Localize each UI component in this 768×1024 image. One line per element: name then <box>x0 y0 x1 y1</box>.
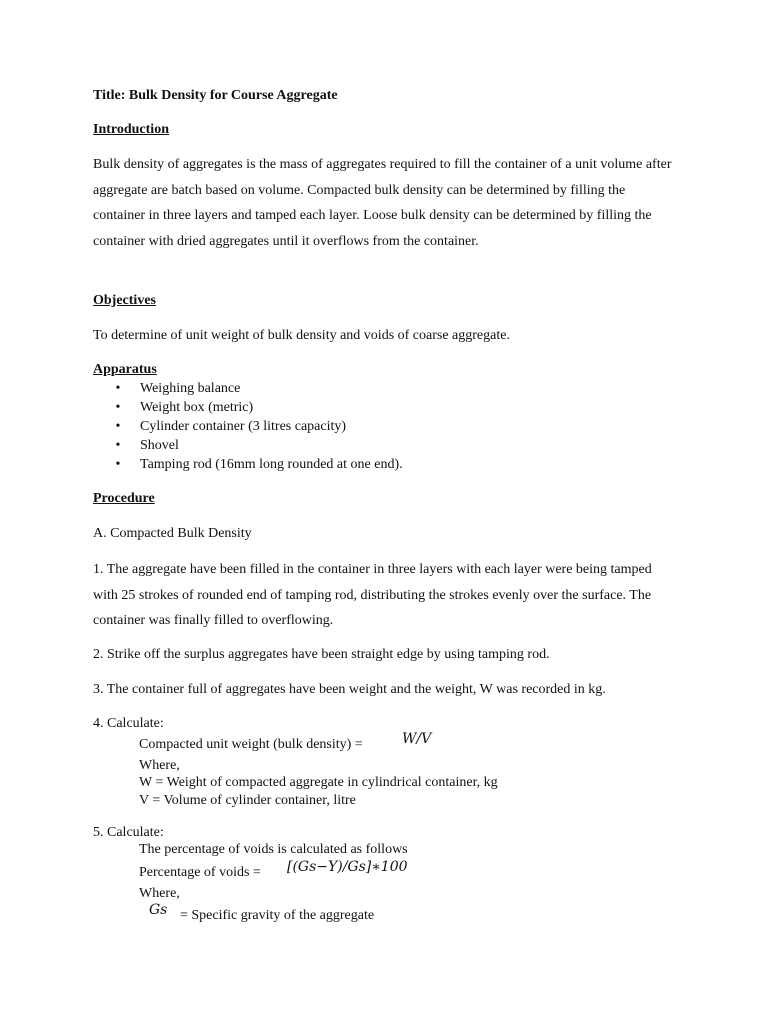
v-definition: V = Volume of cylinder container, litre <box>139 793 356 808</box>
procedure-step-1: 1. The aggregate have been filled in the container in three layers with each layer were being tamped with 25 strokes of rounded end of tamping rod, distributing the strokes evenly over the surface. The container was finally filled to overflowing. <box>93 562 652 628</box>
apparatus-item: Shovel <box>140 438 179 453</box>
procedure-subheading: A. Compacted Bulk Density <box>93 526 252 541</box>
step5-formula-text: Percentage of voids = <box>139 865 261 880</box>
apparatus-item: Weight box (metric) <box>140 400 254 415</box>
step5-intro: The percentage of voids is calculated as follows <box>139 842 408 857</box>
bulk-density-formula: W/V <box>402 731 432 747</box>
document-title: Title: Bulk Density for Course Aggregate <box>93 88 338 103</box>
bullet-icon: • <box>115 381 121 396</box>
step5-label: 5. Calculate: <box>93 825 164 840</box>
objectives-text: To determine of unit weight of bulk density and voids of coarse aggregate. <box>93 328 510 343</box>
step4-formula-text: Compacted unit weight (bulk density) = <box>139 737 363 752</box>
step5-where: Where, <box>139 886 180 901</box>
gs-definition: = Specific gravity of the aggregate <box>180 908 375 923</box>
list-item <box>112 436 403 455</box>
bullet-icon: • <box>115 400 121 415</box>
gs-symbol: Gs <box>149 902 168 918</box>
list-item <box>112 455 403 474</box>
apparatus-item: Tamping rod (16mm long rounded at one end). <box>140 457 403 472</box>
procedure-heading: Procedure <box>93 491 155 506</box>
apparatus-item: Cylinder container (3 litres capacity) <box>140 419 347 434</box>
apparatus-item: Weighing balance <box>140 381 241 396</box>
list-item <box>112 398 403 417</box>
step4-label: 4. Calculate: <box>93 716 164 731</box>
bullet-icon: • <box>115 438 121 453</box>
list-item <box>112 379 403 398</box>
bullet-icon: • <box>115 419 121 434</box>
list-item <box>112 417 403 436</box>
procedure-step-3: 3. The container full of aggregates have been weight and the weight, W was recorded in kg. <box>93 682 606 697</box>
apparatus-heading: Apparatus <box>93 362 157 377</box>
w-definition: W = Weight of compacted aggregate in cylindrical container, kg <box>139 775 498 790</box>
step4-where: Where, <box>139 758 180 773</box>
introduction-text: Bulk density of aggregates is the mass of aggregates required to fill the container of a unit volume after aggregate are batch based on volume. Compacted bulk density can be determined by filling the container in three layers and tamped each layer. Loose bulk density can be determined by filling the container with dried aggregates until it overflows from the container. <box>93 157 672 249</box>
procedure-step-2: 2. Strike off the surplus aggregates have been straight edge by using tamping rod. <box>93 647 550 662</box>
voids-formula: [(Gs−Y)/Gs]∗100 <box>287 859 408 875</box>
apparatus-list <box>112 379 403 474</box>
objectives-heading: Objectives <box>93 293 156 308</box>
bullet-icon: • <box>115 457 121 472</box>
introduction-heading: Introduction <box>93 122 169 137</box>
